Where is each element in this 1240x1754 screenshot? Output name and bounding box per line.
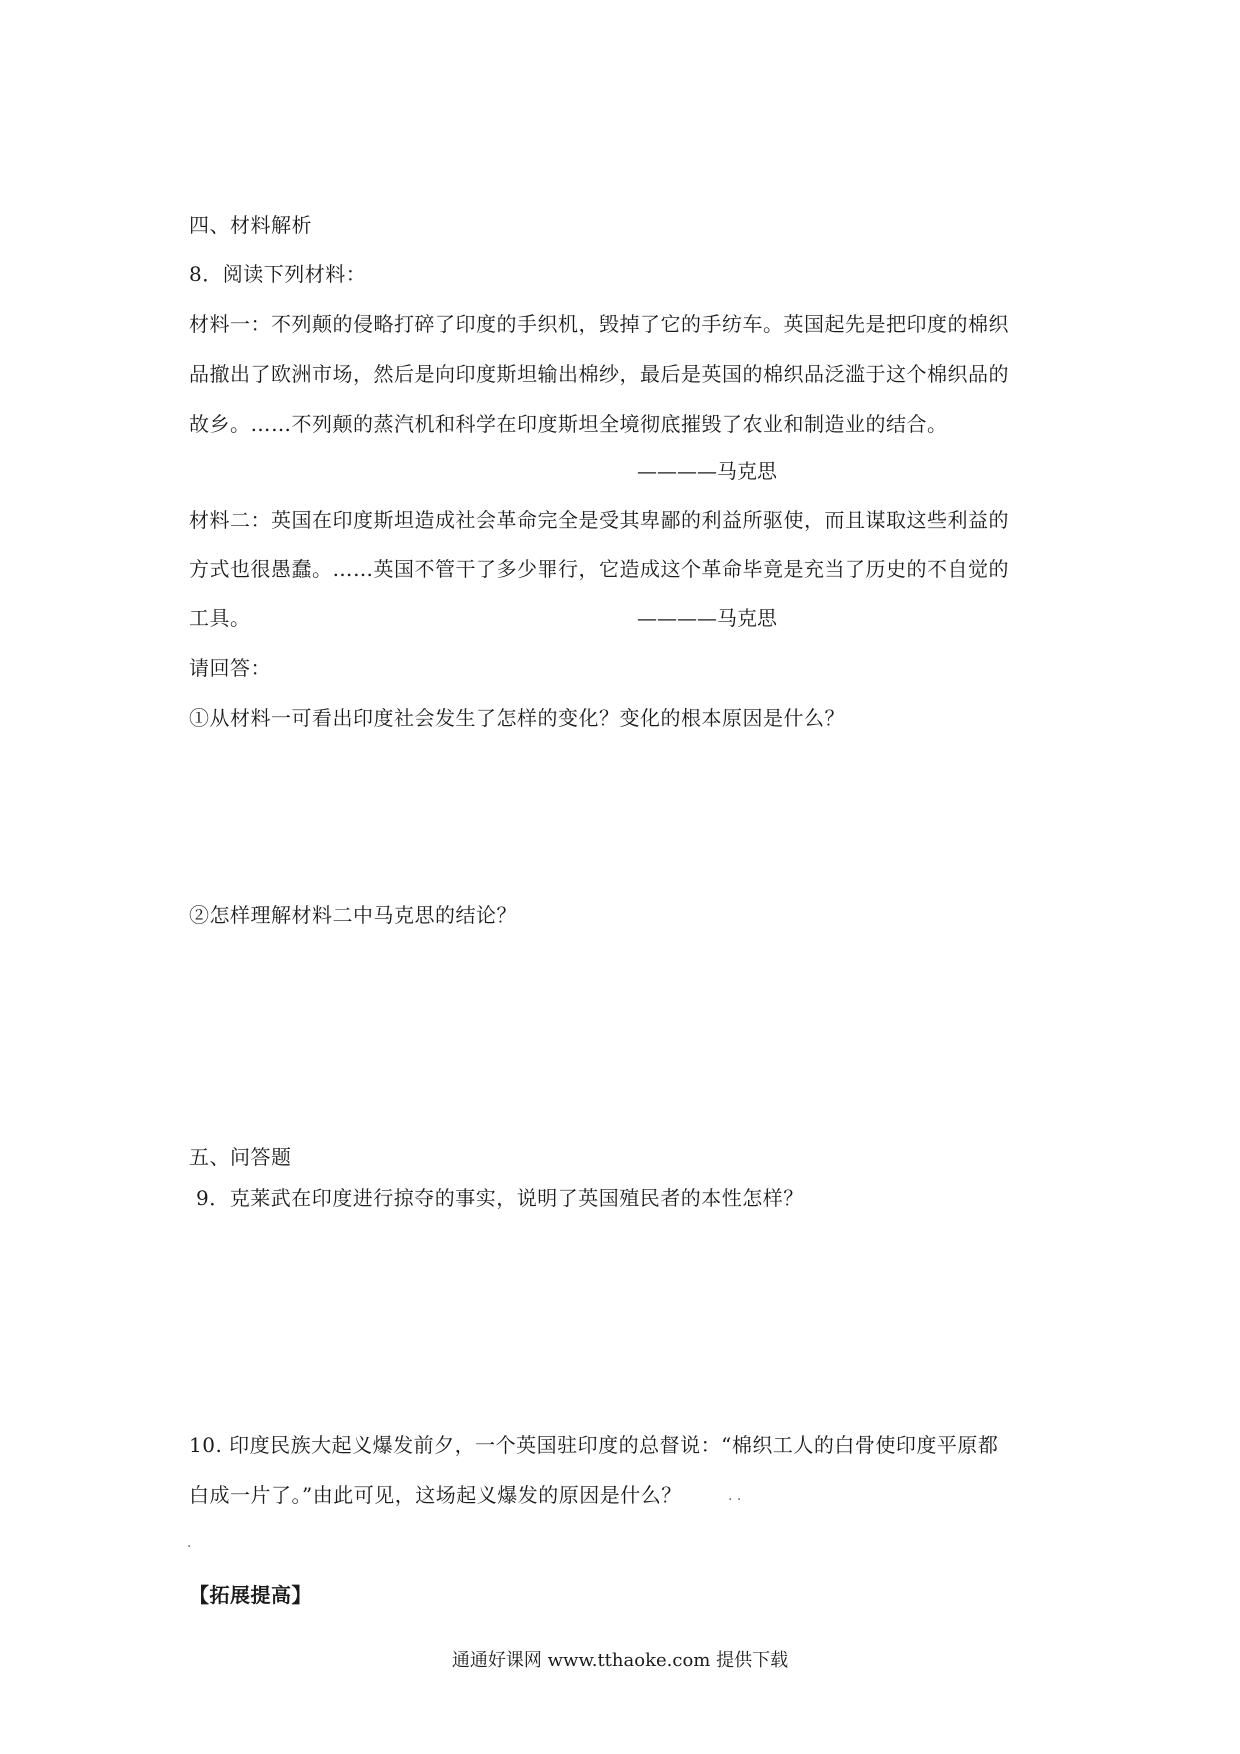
material-2-line-1: 材料二：英国在印度斯坦造成社会革命完全是受其卑鄙的利益所驱使，而且谋取这些利益的 bbox=[189, 508, 1009, 532]
material-1-attribution: ————马克思 bbox=[637, 459, 777, 483]
answer-prompt: 请回答： bbox=[189, 656, 271, 680]
material-1-line-1: 材料一：不列颠的侵略打碎了印度的手织机，毁掉了它的手纺车。英国起先是把印度的棉织 bbox=[189, 312, 1009, 336]
question-10-line-2: 白成一片了。”由此可见，这场起义爆发的原因是什么？ bbox=[189, 1483, 682, 1507]
stray-dots: . . bbox=[728, 1488, 742, 1504]
section-4-heading: 四、材料解析 bbox=[189, 213, 312, 237]
section-5-heading: 五、问答题 bbox=[189, 1145, 292, 1169]
material-1-line-2: 品撤出了欧洲市场，然后是向印度斯坦输出棉纱，最后是英国的棉织品泛滥于这个棉织品的 bbox=[189, 362, 1009, 386]
question-10-line-1: 10. 印度民族大起义爆发前夕，一个英国驻印度的总督说：“棉织工人的白骨使印度平原都 bbox=[189, 1433, 999, 1457]
question-8-intro: 8．阅读下列材料： bbox=[189, 262, 367, 286]
question-9: 9．克莱武在印度进行掠夺的事实，说明了英国殖民者的本性怎样？ bbox=[196, 1186, 804, 1210]
material-2-line-2: 方式也很愚蠢。……英国不管干了多少罪行，它造成这个革命毕竟是充当了历史的不自觉的 bbox=[189, 557, 1009, 581]
material-2-line-3: 工具。 bbox=[189, 606, 251, 630]
extension-heading: 【拓展提高】 bbox=[189, 1583, 312, 1607]
material-2-attribution: ————马克思 bbox=[637, 606, 777, 630]
sub-question-1: ①从材料一可看出印度社会发生了怎样的变化？变化的根本原因是什么？ bbox=[189, 706, 845, 730]
stray-mark: . bbox=[187, 1535, 192, 1551]
material-1-line-3: 故乡。……不列颠的蒸汽机和科学在印度斯坦全境彻底摧毁了农业和制造业的结合。 bbox=[189, 412, 948, 436]
footer-text: 通通好课网 www.tthaoke.com 提供下载 bbox=[451, 1650, 789, 1671]
sub-question-2: ②怎样理解材料二中马克思的结论？ bbox=[189, 903, 517, 927]
